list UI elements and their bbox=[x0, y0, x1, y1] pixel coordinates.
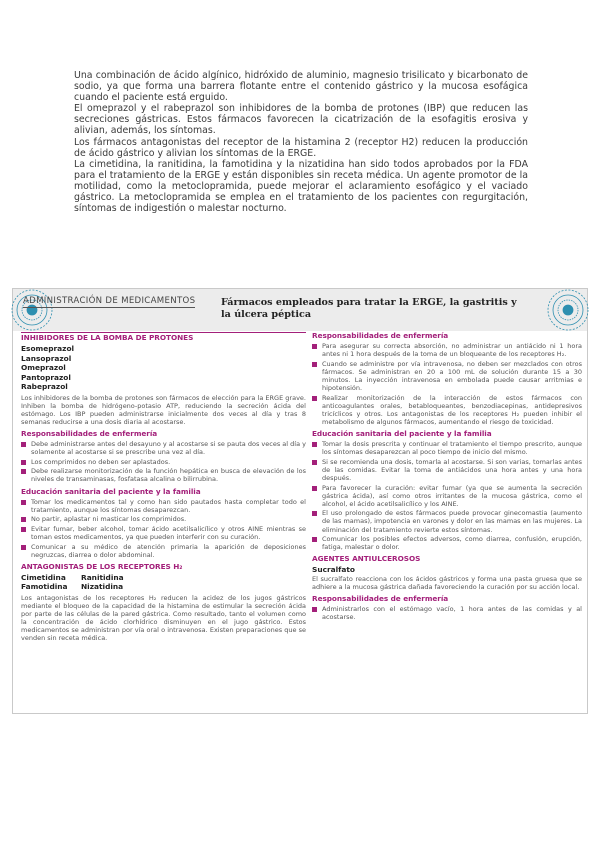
list-item: Para asegurar su correcta absorción, no administrar un antiácido ni 1 hora antes ni 1 hora después de la toma de un bloqueante de los receptores H₂. bbox=[312, 342, 582, 358]
intro-paragraph: Los fármacos antagonistas del receptor de la histamina 2 (receptor H2) reducen la producción de ácido gástrico y alivian los síntomas de la ERGE. bbox=[74, 136, 528, 159]
bullet-list bbox=[21, 498, 306, 559]
drug-name: Nizatidina bbox=[81, 582, 124, 592]
box-title: Fármacos empleados para tratar la ERGE, la gastritis y la úlcera péptica bbox=[221, 297, 517, 320]
mandala-ornament-icon bbox=[9, 287, 55, 333]
box-category-label: ADMINISTRACIÓN DE MEDICAMENTOS bbox=[23, 296, 196, 306]
bullet-list bbox=[21, 440, 306, 483]
subsection-heading: Responsabilidades de enfermería bbox=[312, 594, 449, 604]
right-column bbox=[312, 332, 582, 623]
intro-paragraph: El omeprazol y el rabeprazol son inhibidores de la bomba de protones (IBP) que reducen las secreciones gástricas. Estos fármacos favorecen la cicatrización de la esofagitis erosiva y alivian, además, los síntomas. bbox=[74, 103, 528, 137]
list-item: Comunicar los posibles efectos adversos, como diarrea, confusión, erupción, fatiga, malestar o dolor. bbox=[312, 535, 582, 551]
drug-name: Ranitidina bbox=[81, 572, 124, 582]
list-item: Los comprimidos no deben ser aplastados. bbox=[21, 458, 306, 466]
bullet-list bbox=[312, 440, 582, 551]
list-item: Administrarlos con el estómago vacío, 1 hora antes de las comidas y al acostarse. bbox=[312, 605, 582, 621]
drug-pair bbox=[21, 582, 306, 592]
subsection-heading: Responsabilidades de enfermería bbox=[312, 331, 449, 340]
intro-paragraph: La cimetidina, la ranitidina, la famotidina y la nizatidina han sido todos aprobados por la FDA para el tratamiento de la ERGE y están disponibles sin receta médica. Un agente promotor de la motilidad, como la metoclopramida, puede mejorar el aclaramiento esofágico y el vaciado gástrico. La metoclopramida se emplea en el tratamiento de los pacientes con regurgitación, síntomas de indigestión o malestar nocturno. bbox=[74, 158, 528, 215]
list-item: Comunicar a su médico de atención primaria la aparición de deposiciones negruzcas, diarrea o dolor abdominal. bbox=[21, 543, 306, 559]
drug-name: Omeprazol bbox=[21, 363, 66, 373]
intro-paragraph: Una combinación de ácido algínico, hidróxido de aluminio, magnesio trisilicato y bicarbonato de sodio, ya que forma una barrera flotante entre el contenido gástrico y la mucosa esofágica cuando el paciente está erguido. bbox=[74, 70, 528, 104]
drug-name: Esomeprazol bbox=[21, 344, 75, 354]
list-item: Para favorecer la curación: evitar fumar (ya que se aumenta la secreción gástrica ácida), así como otros irritantes de la mucosa gástrica, como el alcohol, el ácido acetilsalicílico y los AINE. bbox=[312, 484, 582, 508]
list-item: El uso prolongado de estos fármacos puede provocar ginecomastia (aumento de las mamas), impotencia en varones y dolor en las mamas en las mujeres. La eliminación del tratamiento revierte estos síntomas. bbox=[312, 509, 582, 533]
drug-name: Pantoprazol bbox=[21, 372, 71, 382]
drug-name: Rabeprazol bbox=[21, 382, 68, 392]
box-banner bbox=[13, 289, 587, 331]
subsection-heading: Educación sanitaria del paciente y la familia bbox=[312, 429, 492, 439]
list-item: Evitar fumar, beber alcohol, tomar ácido acetilsalicílico y otros AINE mientras se toman estos medicamentos, ya que pueden interferir con su curación. bbox=[21, 525, 306, 541]
section-heading: ANTAGONISTAS DE LOS RECEPTORES H₂ bbox=[21, 561, 183, 571]
section-paragraph: Los antagonistas de los receptores H₂ reducen la acidez de los jugos gástricos mediante el bloqueo de la capacidad de la histamina de estimular la secreción ácida por parte de las células de la pared gástrica. Como resultado, tanto el volumen como la concentración de ácido clorhídrico disminuyen en el jugo gástrico. Estos medicamentos se administran por vía oral o intravenosa. Existen preparaciones que se venden sin receta médica. bbox=[21, 593, 306, 643]
section-heading: AGENTES ANTIULCEROSOS bbox=[312, 554, 421, 564]
drug-name: Famotidina bbox=[21, 582, 68, 592]
section-paragraph: Los inhibidores de la bomba de protones son fármacos de elección para la ERGE grave. Inhiben la bomba de hidrógeno-potasio ATP, reduciendo la secreción ácida del estómago. Los IBP pueden administrarse inicialmente dos veces al día y tras 8 semanas reducirse a una dosis diaria al acostarse. bbox=[21, 393, 306, 426]
list-item: Cuando se administre por vía intravenosa, no deben ser mezclados con otros fármacos. Se administran en 20 a 100 mL de solución durante 15 a 30 minutos. La inyección intravenosa en embolada puede causar arritmias e hipotensión. bbox=[312, 360, 582, 392]
section-heading: INHIBIDORES DE LA BOMBA DE PROTONES bbox=[21, 332, 306, 342]
bullet-list bbox=[312, 605, 582, 621]
drug-name: Sucralfato bbox=[312, 565, 355, 575]
drug-list bbox=[21, 344, 306, 392]
drug-pair bbox=[21, 573, 306, 583]
list-item: Tomar los medicamentos tal y como han sido pautados hasta completar todo el tratamiento, aunque los síntomas desaparezcan. bbox=[21, 498, 306, 514]
section-paragraph: El sucralfato reacciona con los ácidos gástricos y forma una pasta gruesa que se adhiere a la mucosa gástrica dañada favoreciendo la curación por su acción local. bbox=[312, 574, 582, 592]
list-item: No partir, aplastar ni masticar los comprimidos. bbox=[21, 515, 306, 523]
list-item: Tomar la dosis prescrita y continuar el tratamiento el tiempo prescrito, aunque los síntomas desaparezcan al poco tiempo de inicio del mismo. bbox=[312, 440, 582, 456]
bullet-list bbox=[312, 342, 582, 426]
list-item: Si se recomienda una dosis, tomarla al acostarse. Si son varias, tomarlas antes de las comidas. Evitar la toma de antiácidos una hora antes y una hora después. bbox=[312, 458, 582, 482]
medication-box bbox=[12, 288, 588, 714]
list-item: Debe realizarse monitorización de la función hepática en busca de elevación de los niveles de transaminasas, fosfatasa alcalina o bilirrubina. bbox=[21, 467, 306, 483]
subsection-heading: Educación sanitaria del paciente y la familia bbox=[21, 486, 201, 496]
subsection-heading: Responsabilidades de enfermería bbox=[21, 428, 158, 438]
list-item: Debe administrarse antes del desayuno y al acostarse si se pauta dos veces al día y solamente al acostarse si se prescribe una vez al día. bbox=[21, 440, 306, 456]
mandala-ornament-icon bbox=[545, 287, 591, 333]
list-item: Realizar monitorización de la interacción de estos fármacos con anticoagulantes orales, betabloqueantes, benzodiacepinas, antidepresivos tricíclicos y otros. Los antagonistas de los receptores H₂ pueden inhibir el metabolismo de algunos fármacos, aumentando el riesgo de toxicidad. bbox=[312, 394, 582, 426]
intro-text bbox=[74, 70, 528, 214]
drug-list bbox=[21, 573, 306, 592]
drug-name: Lansoprazol bbox=[21, 353, 72, 363]
drug-name: Cimetidina bbox=[21, 572, 66, 582]
left-column bbox=[21, 332, 306, 644]
